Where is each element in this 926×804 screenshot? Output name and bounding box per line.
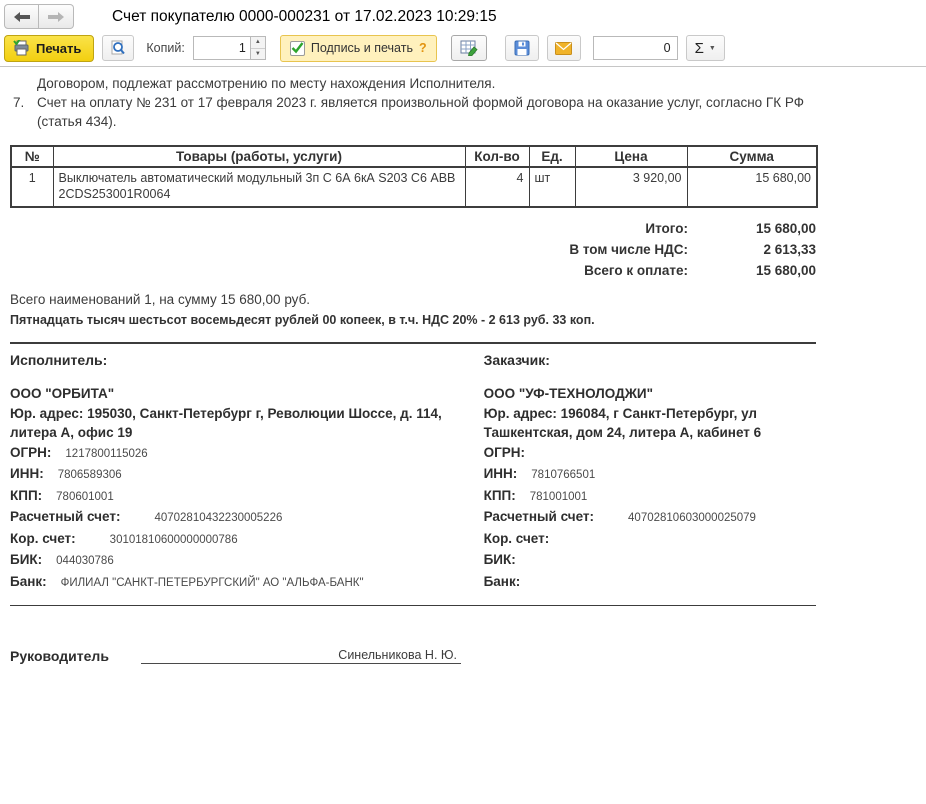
section-divider <box>10 342 816 344</box>
field-label: ИНН: <box>10 466 44 481</box>
field-value: 1217800115026 <box>65 447 148 460</box>
field-label: БИК: <box>10 552 43 567</box>
field-row-ogrn <box>10 443 454 465</box>
field-value: 7810766501 <box>531 469 596 481</box>
field-label: ОГРН: <box>483 444 525 460</box>
field-row-corr <box>10 529 454 551</box>
field-row-ogrn <box>484 443 816 465</box>
cell-qty: 4 <box>465 167 529 207</box>
col-header-qty: Кол-во <box>465 146 529 167</box>
print-button[interactable] <box>4 35 94 62</box>
signature-role: Руководитель <box>10 648 109 664</box>
field-row-kpp <box>484 486 816 508</box>
clause-7 <box>10 93 816 131</box>
email-button[interactable] <box>547 35 581 61</box>
field-row-bik <box>10 550 454 572</box>
field-label: Кор. счет: <box>483 530 550 546</box>
title-bar <box>0 0 926 30</box>
total-label: Итого: <box>645 221 688 236</box>
field-label: ИНН: <box>483 466 518 481</box>
clause-continuation-text: Договором, подлежат рассмотрению по месту нахождения Исполнителя. <box>37 76 496 91</box>
copies-input[interactable] <box>193 36 251 60</box>
field-row-inn <box>484 464 816 486</box>
field-label: КПП: <box>483 487 516 503</box>
items-summary: Всего наименований 1, на сумму 15 680,00 руб. <box>10 292 311 307</box>
items-table <box>10 145 818 208</box>
caret-down-icon: ▼ <box>708 44 716 52</box>
cell-price: 3 920,00 <box>575 167 687 207</box>
signature-line <box>141 648 461 664</box>
nav-buttons <box>4 4 74 29</box>
total-row-nds <box>10 239 816 260</box>
copies-stepper <box>193 36 266 60</box>
field-row-inn <box>10 464 454 486</box>
edit-spreadsheet-button[interactable] <box>451 35 487 61</box>
field-row-bank <box>10 572 454 594</box>
check-icon <box>291 42 304 54</box>
printer-icon <box>13 40 30 56</box>
field-value: 7806589306 <box>57 469 122 481</box>
field-value: 044030786 <box>56 555 114 567</box>
field-label: Банк: <box>10 573 47 589</box>
col-header-num: № <box>11 146 53 167</box>
totals-block <box>10 218 816 281</box>
col-header-sum: Сумма <box>687 146 817 167</box>
total-label: Всего к оплате: <box>584 263 688 278</box>
clause-number: 7. <box>13 95 25 110</box>
amount-in-words: Пятнадцать тысяч шестьсот восемьдесят рублей 00 копеек, в т.ч. НДС 20% - 2 613 руб. 33 коп. <box>10 313 595 327</box>
sigma-button[interactable] <box>686 35 725 61</box>
section-divider <box>10 605 816 606</box>
col-header-price: Цена <box>575 146 687 167</box>
floppy-icon <box>514 40 530 56</box>
total-value: 15 680,00 <box>755 263 816 278</box>
field-label: Кор. счет: <box>10 530 76 546</box>
customer-address: Юр. адрес: 196084, г Санкт-Петербург, ул Ташкентская, дом 24, литера А, кабинет 6 <box>483 405 762 440</box>
field-row-bank <box>484 572 816 594</box>
help-icon[interactable]: ? <box>418 41 427 55</box>
executor-section <box>10 352 454 593</box>
amount-field[interactable] <box>593 36 678 60</box>
customer-company: ООО "УФ-ТЕХНОЛОДЖИ" <box>483 386 654 401</box>
total-value: 15 680,00 <box>755 221 816 236</box>
executor-heading: Исполнитель: <box>10 352 108 368</box>
field-label: КПП: <box>10 487 43 503</box>
customer-section <box>484 352 816 593</box>
col-header-unit: Ед. <box>529 146 575 167</box>
col-header-goods: Товары (работы, услуги) <box>53 146 465 167</box>
field-row-kpp <box>10 486 454 508</box>
window-title: Счет покупателю 0000-000231 от 17.02.2023 10:29:15 <box>112 7 497 25</box>
parties-block <box>10 352 816 593</box>
print-label: Печать <box>36 40 82 56</box>
toolbar <box>0 30 926 66</box>
sign-and-print-label: Подпись и печать <box>310 41 413 55</box>
field-row-corr <box>484 529 816 551</box>
field-value: 40702810603000025079 <box>628 512 756 524</box>
field-row-account <box>484 507 816 529</box>
envelope-icon <box>555 42 572 55</box>
field-label: Расчетный счет: <box>483 509 595 524</box>
sigma-icon: Σ <box>694 39 704 57</box>
field-label: БИК: <box>483 552 516 567</box>
spin-down-button[interactable]: ▼ <box>251 49 265 60</box>
invoice-document <box>10 67 816 664</box>
field-value: ФИЛИАЛ "САНКТ-ПЕТЕРБУРГСКИЙ" АО "АЛЬФА-БАНК" <box>60 576 364 589</box>
cell-sum: 15 680,00 <box>687 167 817 207</box>
back-arrow-icon <box>14 12 30 22</box>
signature-name: Синельникова Н. Ю. <box>338 648 457 662</box>
cell-num: 1 <box>11 167 53 207</box>
sign-and-print-group[interactable] <box>280 35 437 62</box>
field-value: 40702810432230005226 <box>154 512 283 524</box>
forward-arrow-icon <box>48 12 64 22</box>
cell-goods: Выключатель автоматический модульный 3п С 6А 6кА S203 С6 ABB 2CDS253001R0064 <box>53 167 465 207</box>
total-label: В том числе НДС: <box>569 242 688 257</box>
field-label: Расчетный счет: <box>10 509 121 524</box>
clause-text: Счет на оплату № 231 от 17 февраля 2023 г. является произвольной формой договора на оказание услуг, согласно ГК РФ (статья 434). <box>37 95 804 129</box>
spin-up-button[interactable]: ▲ <box>251 37 265 49</box>
total-row-k-oplate <box>10 260 816 281</box>
sign-and-print-checkbox[interactable] <box>290 41 305 56</box>
magnifier-icon <box>110 40 126 56</box>
executor-company: ООО "ОРБИТА" <box>10 386 115 401</box>
signature-block <box>10 648 816 664</box>
field-row-account <box>10 507 454 529</box>
preview-button[interactable] <box>102 35 134 61</box>
field-value: 30101810600000000786 <box>109 533 238 546</box>
table-row <box>11 167 817 207</box>
cell-unit: шт <box>529 167 575 207</box>
back-button[interactable] <box>4 4 39 29</box>
field-label: Банк: <box>483 573 521 589</box>
field-label: ОГРН: <box>10 444 52 460</box>
total-row-itogo <box>10 218 816 239</box>
spreadsheet-pencil-icon <box>460 40 478 56</box>
copies-label: Копий: <box>146 41 185 55</box>
save-button[interactable] <box>505 35 539 61</box>
table-header-row <box>11 146 817 167</box>
total-value: 2 613,33 <box>763 242 816 257</box>
forward-button[interactable] <box>39 4 74 29</box>
field-value: 781001001 <box>529 490 588 503</box>
customer-heading: Заказчик: <box>483 352 550 368</box>
field-row-bik <box>484 550 816 572</box>
executor-address: Юр. адрес: 195030, Санкт-Петербург г, Революции Шоссе, д. 114, литера А, офис 19 <box>10 405 442 440</box>
field-value: 780601001 <box>56 490 114 503</box>
